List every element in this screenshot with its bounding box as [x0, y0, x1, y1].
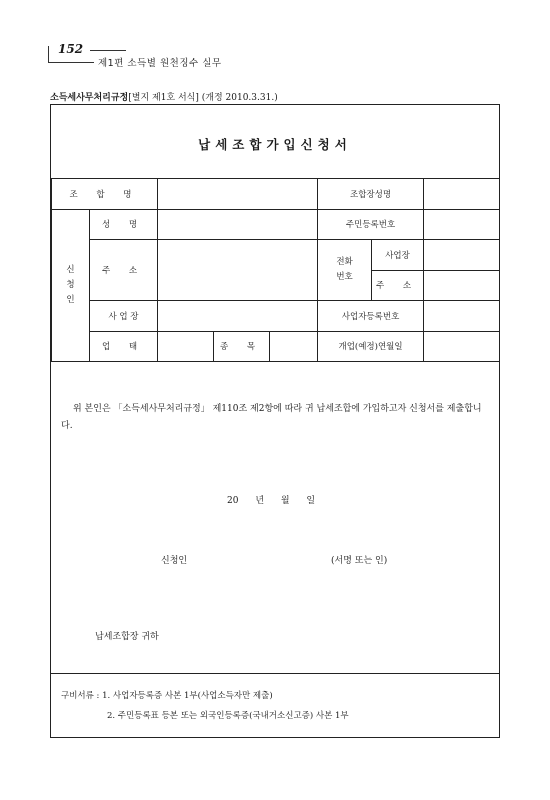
address-label: 주 소 [90, 240, 158, 301]
signer-label: 신청인 [161, 556, 188, 566]
attachment-line-1: 구비서류 : 1. 사업자등록증 사본 1부(사업소득자만 제출) [61, 691, 273, 701]
phone-label-text: 전화 번호 [336, 257, 353, 282]
addressee: 납세조합장 귀하 [95, 632, 159, 642]
header-rule-top [90, 50, 126, 51]
applicant-label-text: 신 청 인 [66, 264, 75, 305]
phone-business-label: 사업장 [372, 240, 424, 271]
phone-business-field[interactable] [424, 240, 500, 271]
business-item-field[interactable] [270, 331, 318, 362]
union-name-field[interactable] [158, 179, 318, 210]
address-field[interactable] [158, 240, 318, 301]
form-title: 납세조합가입신청서 [198, 137, 352, 152]
phone-home-field[interactable] [424, 270, 500, 301]
applicant-info-table [51, 178, 500, 362]
signature-hint: (서명 또는 인) [331, 556, 388, 566]
resident-no-field[interactable] [424, 209, 500, 240]
union-head-name-label: 조합장성명 [318, 179, 424, 210]
business-reg-no-label: 사업자등록번호 [318, 301, 424, 332]
attachments-divider [51, 673, 499, 674]
phone-home-label: 주 소 [372, 270, 424, 301]
applicant-label [52, 209, 90, 362]
opening-date-field[interactable] [424, 331, 500, 362]
header-rule-bottom [48, 62, 94, 63]
part-title: 제1편 소득별 원천징수 실무 [98, 58, 222, 69]
attachment-line-2: 2. 주민등록표 등본 또는 외국인등록증(국내거소신고증) 사본 1부 [107, 711, 349, 721]
form-ref: [별지 제1호 서식] [128, 93, 199, 103]
application-statement: 위 본인은 「소득세사무처리규정」 제110조 제2항에 따라 귀 납세조합에 가입하고자 신청서를 제출합니다. [61, 404, 482, 431]
date-line: 20 년 월 일 [227, 496, 316, 506]
business-item-label: 종 목 [214, 331, 270, 362]
union-head-name-field[interactable] [424, 179, 500, 210]
application-form [50, 104, 500, 738]
business-place-field[interactable] [158, 301, 318, 332]
page-number: 152 [58, 42, 84, 56]
name-field[interactable] [158, 209, 318, 240]
regulation-name: 소득세사무처리규정 [50, 93, 129, 103]
header-bracket [48, 46, 49, 62]
union-name-label: 조 합 명 [52, 179, 158, 210]
phone-label [318, 240, 372, 301]
opening-date-label: 개업(예정)연월일 [318, 331, 424, 362]
name-label: 성 명 [90, 209, 158, 240]
form-caption [50, 90, 278, 103]
revision-note: (개정 2010.3.31.) [201, 93, 278, 103]
page-header [48, 40, 308, 70]
resident-no-label: 주민등록번호 [318, 209, 424, 240]
business-place-label: 사 업 장 [90, 301, 158, 332]
business-reg-no-field[interactable] [424, 301, 500, 332]
business-type-label: 업 태 [90, 331, 158, 362]
business-type-field[interactable] [158, 331, 214, 362]
